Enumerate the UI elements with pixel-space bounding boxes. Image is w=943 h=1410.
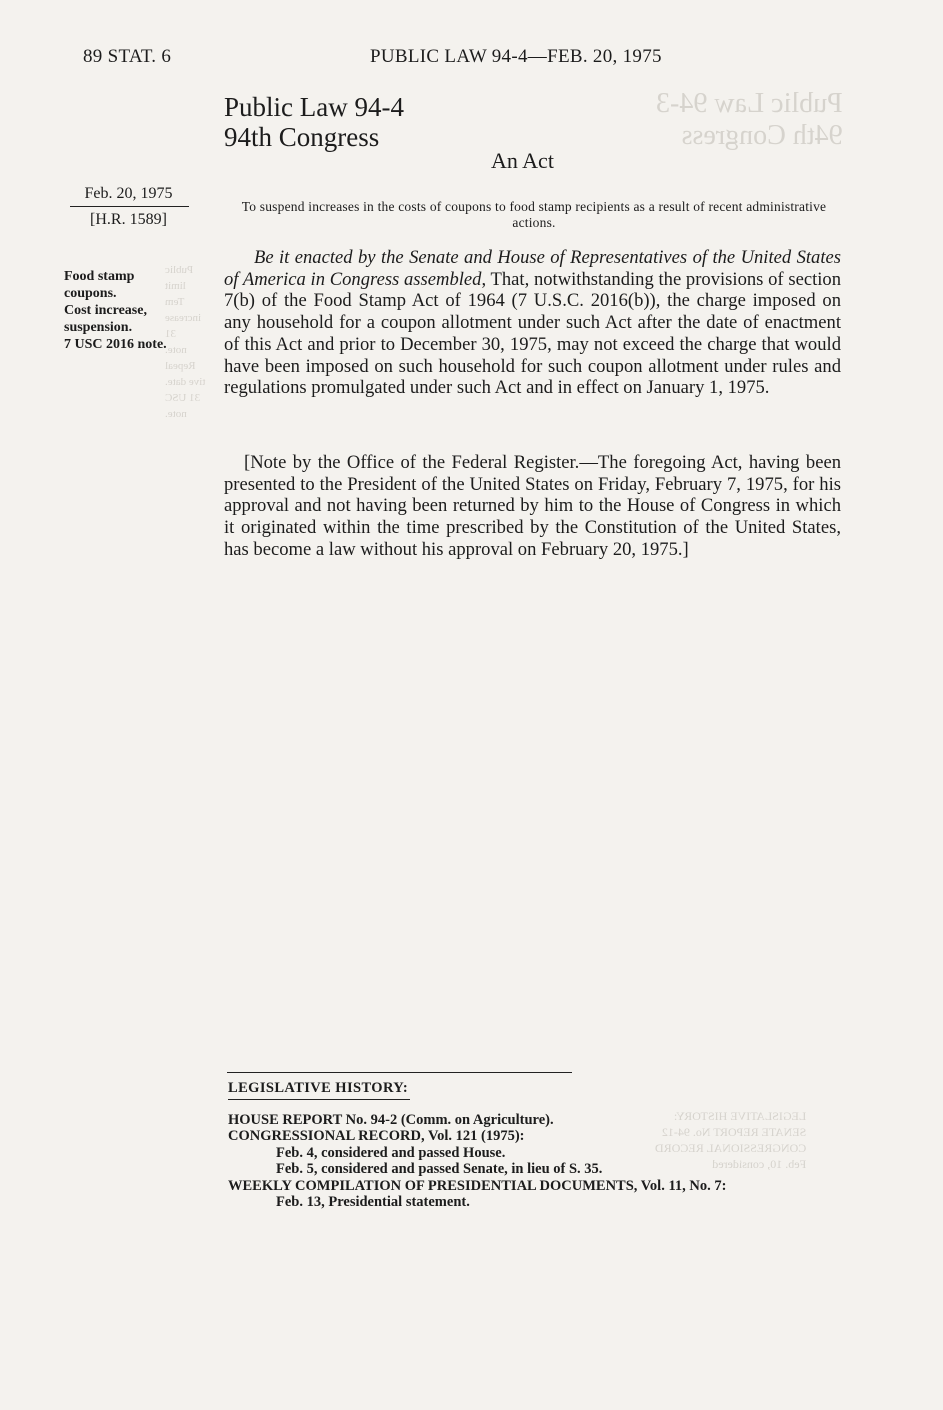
margin-note: Food stamp xyxy=(64,269,135,284)
bill-number: [H.R. 1589] xyxy=(90,211,167,228)
running-title: PUBLIC LAW 94-4—FEB. 20, 1975 xyxy=(370,46,662,67)
legislative-history-list xyxy=(228,1112,848,1210)
bleed-through-history: LEGISLATIVE HISTORY: SENATE REPORT No. 94-12 CONGRESSIONAL RECORD Feb. 10, considered xyxy=(655,1109,807,1171)
bleed-through-title: Public Law 94-3 94th Congress xyxy=(656,88,843,151)
history-line: WEEKLY COMPILATION OF PRESIDENTIAL DOCUMENTS, Vol. 11, No. 7: xyxy=(228,1177,727,1194)
federal-register-note: [Note by the Office of the Federal Register.—The foregoing Act, having been presented to the President of the United States on Friday, February 7, 1975, for his approval and not having been returned by him to the House of Congress in which it originated within the time prescribed by the Constitution of the United States, has become a law without his approval on February 20, 1975.] xyxy=(224,452,841,560)
margin-notes xyxy=(64,268,214,353)
law-number: Public Law 94-4 xyxy=(224,92,404,122)
enacting-clause xyxy=(224,247,841,399)
act-purpose: To suspend increases in the costs of coupons to food stamp recipients as a result of recent administrative actions. xyxy=(241,199,827,230)
bleed-through-margin: Public limit Tem increase 31 note. Repeal tive date. 31 USC note. xyxy=(165,264,206,420)
history-line: Feb. 5, considered and passed Senate, in lieu of S. 35. xyxy=(276,1161,603,1178)
margin-date-block xyxy=(62,183,195,231)
law-title xyxy=(224,92,404,152)
margin-note: 7 USC 2016 note. xyxy=(64,337,167,352)
history-line: HOUSE REPORT No. 94-2 (Comm. on Agriculture). xyxy=(228,1112,554,1128)
margin-note: Cost increase, xyxy=(64,303,147,318)
stat-reference: 89 STAT. 6 xyxy=(83,46,172,67)
act-heading: An Act xyxy=(491,148,554,173)
enactment-date: Feb. 20, 1975 xyxy=(84,185,173,202)
history-divider xyxy=(227,1072,572,1073)
history-line: Feb. 4, considered and passed House. xyxy=(276,1144,506,1161)
act-provision: , That, notwithstanding the provisions of section 7(b) of the Food Stamp Act of 1964 (7 U.S.C. 2016(b)), the charge imposed on any household for a coupon allotment under such Act after the date of enactment of this Act and prior to December 30, 1975, may not exceed the charge that would have been imposed on such household for such coupon allotment under rules and regulations promulgated under such Act and in effect on January 1, 1975. xyxy=(224,268,841,399)
history-line: CONGRESSIONAL RECORD, Vol. 121 (1975): xyxy=(228,1128,525,1145)
margin-note: coupons. xyxy=(64,286,117,301)
enacting-formula: Be it enacted by the Senate and House of Representatives of the United States of America in Congress assembled xyxy=(224,247,841,290)
history-line: Feb. 13, Presidential statement. xyxy=(276,1194,470,1211)
margin-divider xyxy=(70,206,189,207)
legislative-history-heading: LEGISLATIVE HISTORY: xyxy=(228,1080,409,1096)
heading-underline xyxy=(228,1099,410,1100)
congress: 94th Congress xyxy=(224,122,380,152)
margin-note: suspension. xyxy=(64,320,133,335)
